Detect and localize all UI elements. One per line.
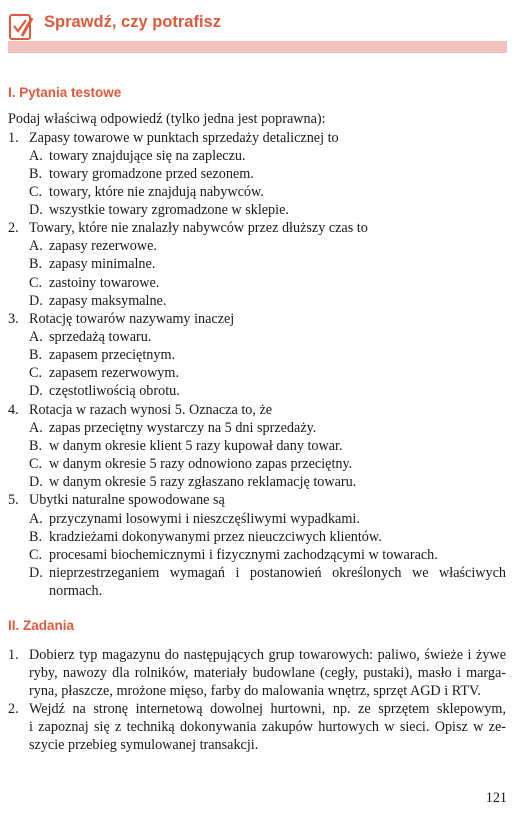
option-letter: D. [29, 293, 43, 309]
question-text: Rotacja w razach wynosi 5. Oznacza to, że [29, 402, 273, 418]
option-letter: A. [29, 238, 43, 254]
page-title: Sprawdź, czy potrafisz [44, 13, 221, 31]
option-letter: A. [29, 148, 43, 164]
option-letter: C. [29, 365, 43, 381]
option-text: zapasem rezerwowym. [49, 365, 179, 381]
question-text: Ubytki naturalne spowodowane są [29, 492, 225, 508]
option-letter: B. [29, 438, 43, 454]
option-text: częstotliwością obrotu. [49, 383, 180, 399]
question-text: Rotację towarów nazywamy inaczej [29, 311, 235, 327]
task-text-line: ryna, płaszcze, mrożone mięso, farby do malowania wnętrz, sprzęt AGD i RTV. [29, 683, 481, 699]
option-text: zapasy maksymalne. [49, 293, 167, 309]
section-title-tests: I. Pytania testowe [8, 85, 122, 100]
option-letter: A. [29, 420, 43, 436]
question-number: 4. [8, 402, 19, 418]
option-text: w danym okresie 5 razy odnowiono zapas przeciętny. [49, 456, 353, 472]
option-text: sprzedażą towaru. [49, 329, 152, 345]
task-text-line: Dobierz typ magazynu do następujących grup towarowych: paliwo, świeże i żywe [29, 647, 506, 663]
option-letter: B. [29, 347, 43, 363]
checklist-pencil-icon [8, 12, 36, 42]
option-letter: B. [29, 166, 43, 182]
question-number: 2. [8, 220, 19, 236]
option-letter: C. [29, 275, 43, 291]
option-letter: D. [29, 474, 43, 490]
option-text: towary, które nie znajdują nabywców. [49, 184, 264, 200]
option-text: towary gromadzone przed sezonem. [49, 166, 254, 182]
option-text: wszystkie towary zgromadzone w sklepie. [49, 202, 289, 218]
section-header [8, 8, 508, 52]
question-text: Towary, które nie znalazły nabywców przez dłuższy czas to [29, 220, 368, 236]
option-letter: D. [29, 383, 43, 399]
question-number: 3. [8, 311, 19, 327]
section-title-tasks: II. Zadania [8, 618, 75, 633]
option-text: zapasem przeciętnym. [49, 347, 176, 363]
task-number: 1. [8, 647, 19, 663]
question-number: 5. [8, 492, 19, 508]
option-text: procesami biochemicznymi i fizycznymi zachodzącymi w towarach. [49, 547, 438, 563]
option-text: zastoiny towarowe. [49, 275, 160, 291]
option-letter: D. [29, 202, 43, 218]
option-text: kradzieżami dokonywanymi przez nieuczciwych klientów. [49, 529, 382, 545]
task-text-line: i zapoznaj się z techniką dokonywania zakupów hurtowych w sieci. Opisz w ze- [29, 719, 506, 735]
page-number: 121 [485, 790, 507, 806]
task-text-line: Wejdź na stronę internetową dowolnej hurtowni, np. ze sprzętem sklepowym, [29, 701, 506, 717]
option-text: w danym okresie klient 5 razy kupował dany towar. [49, 438, 343, 454]
option-letter: A. [29, 329, 43, 345]
task-text-line: ryby, nawozy dla rolników, materiały budowlane (cegły, pustaki), masło i marga- [29, 665, 506, 681]
option-text: w danym okresie 5 razy zgłaszano reklamację towaru. [49, 474, 357, 490]
option-letter: B. [29, 529, 43, 545]
option-letter: C. [29, 547, 43, 563]
option-text: towary znajdujące się na zapleczu. [49, 148, 246, 164]
option-letter: D. [29, 565, 43, 581]
option-letter: A. [29, 511, 43, 527]
option-text: zapasy minimalne. [49, 256, 156, 272]
option-letter: C. [29, 184, 43, 200]
option-text-continued: normach. [49, 583, 103, 599]
task-text-line: szycie przebieg symulowanej transakcji. [29, 737, 259, 753]
option-letter: B. [29, 256, 43, 272]
option-text: zapas przeciętny wystarczy na 5 dni sprzedaży. [49, 420, 317, 436]
header-divider [8, 41, 507, 53]
option-text: zapasy rezerwowe. [49, 238, 157, 254]
option-letter: C. [29, 456, 43, 472]
question-number: 1. [8, 130, 19, 146]
option-text: przyczynami losowymi i nieszczęśliwymi wypadkami. [49, 511, 360, 527]
instruction-text: Podaj właściwą odpowiedź (tylko jedna jest poprawna): [8, 111, 326, 127]
question-text: Zapasy towarowe w punktach sprzedaży detalicznej to [29, 130, 339, 146]
option-text: nieprzestrzeganiem wymagań i postanowień określonych we właściwych [49, 565, 506, 581]
task-number: 2. [8, 701, 19, 717]
